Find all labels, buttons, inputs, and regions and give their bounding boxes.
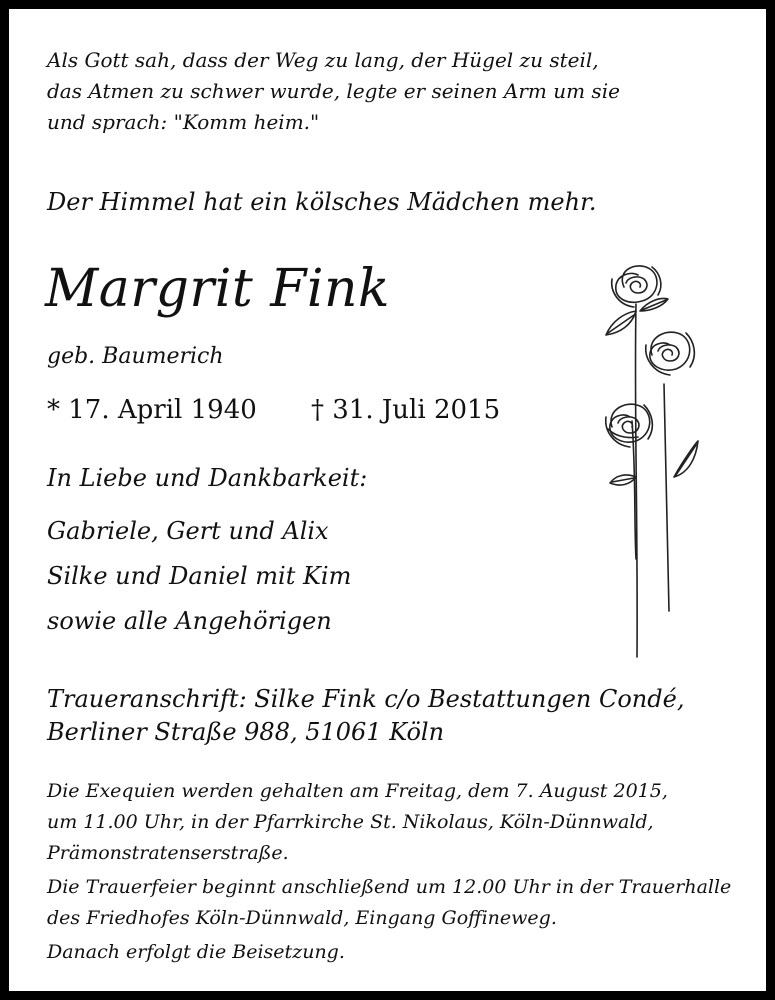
rose-lower <box>606 404 653 447</box>
verse-line-3: und sprach: "Komm heim." <box>47 110 320 134</box>
mourners-intro: In Liebe und Dankbarkeit: <box>47 464 368 492</box>
address-line-1: Traueranschrift: Silke Fink c/o Bestattungen Condé, <box>47 685 685 713</box>
verse-line-1: Als Gott sah, dass der Weg zu lang, der Hügel zu steil, <box>47 48 599 72</box>
stem-right <box>664 384 669 611</box>
leaf-upper-left <box>606 311 636 335</box>
mourners-line-2: Silke und Daniel mit Kim <box>47 562 352 590</box>
address-line-2: Berliner Straße 988, 51061 Köln <box>47 718 445 746</box>
maiden-name: geb. Baumerich <box>47 344 224 369</box>
deceased-name: Margrit Fink <box>45 259 391 319</box>
memorial-quote: Der Himmel hat ein kölsches Mädchen mehr. <box>47 188 597 216</box>
stem-left <box>635 304 637 657</box>
death-date: † 31. Juli 2015 <box>311 395 501 425</box>
service-line-3: Prämonstratenserstraße. <box>47 842 289 864</box>
leaf-mid-left <box>610 475 636 485</box>
mourners-line-1: Gabriele, Gert und Alix <box>47 517 329 545</box>
service-line-5: des Friedhofes Köln-Dünnwald, Eingang Goffineweg. <box>47 907 557 929</box>
service-line-1: Die Exequien werden gehalten am Freitag, dem 7. August 2015, <box>47 780 668 802</box>
verse-line-2: das Atmen zu schwer wurde, legte er seinen Arm um sie <box>47 79 620 103</box>
birth-date: * 17. April 1940 <box>47 395 257 425</box>
service-line-6: Danach erfolgt die Beisetzung. <box>47 941 345 963</box>
mourners-line-3: sowie alle Angehörigen <box>47 607 332 635</box>
leaf-mid-right <box>674 441 698 477</box>
roses-drawing-icon <box>594 259 714 664</box>
service-line-2: um 11.00 Uhr, in der Pfarrkirche St. Nikolaus, Köln-Dünnwald, <box>47 811 654 833</box>
service-line-4: Die Trauerfeier beginnt anschließend um 12.00 Uhr in der Trauerhalle <box>47 876 732 898</box>
rose-right <box>646 332 695 375</box>
